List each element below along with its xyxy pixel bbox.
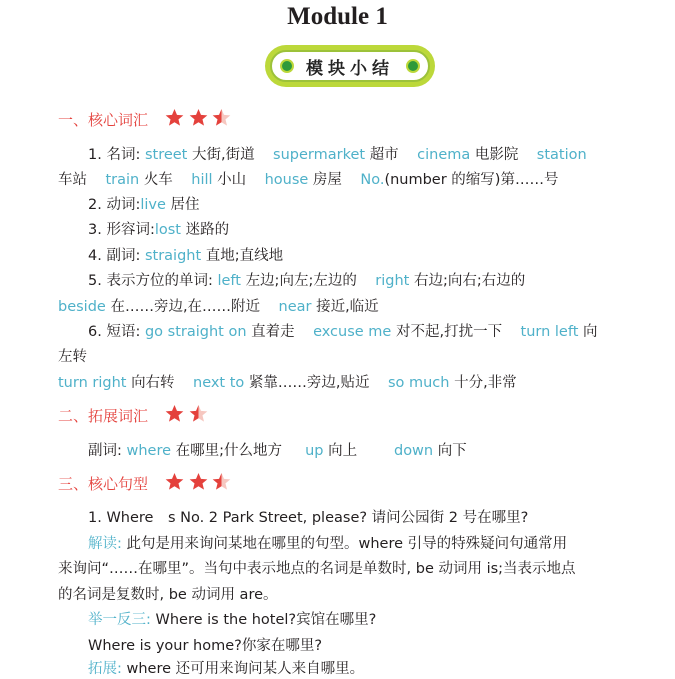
keyword: excuse me: [313, 324, 392, 340]
meaning: 十分,非常: [454, 375, 517, 391]
vocab-line-5: [88, 246, 283, 266]
vocab-line-10: [58, 373, 517, 393]
keyword: near: [278, 299, 312, 315]
keyword: station: [536, 147, 587, 163]
meaning: 火车: [143, 172, 173, 188]
vocab-line-8: [88, 322, 598, 342]
keyword: so much: [387, 375, 450, 391]
star-rating: [165, 472, 232, 496]
meaning: 直着走: [251, 324, 295, 340]
star-half-icon: [189, 404, 208, 423]
label: 5. 表示方位的单词:: [88, 273, 213, 289]
label: 4. 副词:: [88, 248, 141, 264]
star-icon: [189, 472, 208, 491]
explanation-line-1: [88, 534, 567, 554]
label: 副词:: [88, 443, 122, 459]
explanation-line-2: 来询问“……在哪里”。当句中表示地点的名词是单数时, be 动词用 is;当表示地点: [58, 561, 576, 577]
keyword: street: [144, 147, 188, 163]
keyword: No.: [360, 172, 385, 188]
banner-dot-right: [406, 59, 420, 73]
vocab-line-2: [58, 170, 558, 190]
keyword: supermarket: [273, 147, 366, 163]
keyword: beside: [58, 299, 106, 315]
meaning: 向下: [437, 443, 467, 459]
meaning: (number 的缩写)第……号: [384, 172, 559, 188]
explain-label: 解读:: [88, 536, 122, 552]
meaning: 小山: [217, 172, 247, 188]
keyword: house: [264, 172, 309, 188]
section-heading-core-vocab: [58, 108, 231, 132]
summary-banner: [265, 45, 435, 87]
meaning: 向: [583, 324, 598, 340]
meaning: 迷路的: [185, 222, 230, 238]
page-title: Module 1: [287, 3, 388, 30]
vocab-line-6: [88, 271, 525, 291]
meaning: 居住: [170, 197, 200, 213]
star-icon: [165, 108, 184, 127]
keyword: lost: [154, 222, 181, 238]
meaning: 在哪里;什么地方: [175, 443, 283, 459]
meaning: 向右转: [131, 375, 175, 391]
keyword: left: [217, 273, 241, 289]
section-heading-text: 三、核心句型: [58, 475, 149, 493]
keyword: hill: [191, 172, 213, 188]
extend-line: [88, 659, 364, 679]
star-half-icon: [212, 472, 231, 491]
explain-text: 此句是用来询问某地在哪里的句型。where 引导的特殊疑问句通常用: [121, 536, 568, 552]
keyword: where: [126, 443, 172, 459]
vocab-line-9: [58, 347, 87, 367]
label: 1. 名词:: [88, 147, 141, 163]
vocab-line-1: [88, 145, 587, 165]
keyword: train: [105, 172, 140, 188]
meaning: 电影院: [474, 147, 519, 163]
meaning: 超市: [369, 147, 399, 163]
label: 3. 形容词:: [88, 222, 155, 238]
meaning: 左边;向左;左边的: [245, 273, 357, 289]
sentence-1: 1. Where s No. 2 Park Street, please? 请问公园街 2 号在哪里?: [88, 510, 529, 526]
keyword: next to: [193, 375, 245, 391]
keyword: right: [375, 273, 410, 289]
example-text: Where is the hotel?宾馆在哪里?: [150, 612, 377, 628]
meaning: 向上: [328, 443, 358, 459]
meaning: 房屋: [312, 172, 342, 188]
meaning: 对不起,打扰一下: [395, 324, 503, 340]
explanation-line-3: 的名词是复数时, be 动词用 are。: [58, 587, 278, 603]
example-line-2: Where is your home?你家在哪里?: [88, 638, 323, 654]
extend-text: where 还可用来询问某人来自哪里。: [121, 661, 365, 677]
meaning: 紧靠……旁边,贴近: [248, 375, 370, 391]
keyword: up: [305, 443, 324, 459]
label: 6. 短语:: [88, 324, 141, 340]
banner-dot-left: [280, 59, 294, 73]
star-half-icon: [212, 108, 231, 127]
meaning: 直地;直线地: [205, 248, 284, 264]
meaning: 大街,街道: [191, 147, 255, 163]
ext-vocab-line: [88, 441, 467, 461]
meaning: 接近,临近: [316, 299, 379, 315]
section-heading-text: 二、拓展词汇: [58, 407, 149, 425]
vocab-line-3: [88, 195, 200, 215]
star-rating: [165, 108, 232, 132]
banner-text: 模块小结: [306, 58, 394, 79]
keyword: down: [393, 443, 434, 459]
keyword: live: [140, 197, 166, 213]
star-icon: [165, 404, 184, 423]
meaning: 在……旁边,在……附近: [110, 299, 261, 315]
label: 2. 动词:: [88, 197, 141, 213]
keyword: straight: [144, 248, 202, 264]
vocab-line-4: [88, 220, 229, 240]
star-rating: [165, 404, 208, 428]
keyword: turn left: [520, 324, 579, 340]
section-heading-core-sentences: [58, 472, 231, 496]
keyword: go straight on: [144, 324, 247, 340]
section-heading-text: 一、核心词汇: [58, 111, 149, 129]
star-icon: [165, 472, 184, 491]
meaning: 右边;向右;右边的: [413, 273, 526, 289]
extend-label: 拓展:: [88, 661, 122, 677]
example-label: 举一反三:: [88, 612, 151, 628]
meaning: 车站: [58, 172, 87, 188]
meaning: 左转: [58, 349, 87, 365]
example-line-1: [88, 610, 376, 630]
star-icon: [189, 108, 208, 127]
keyword: cinema: [417, 147, 471, 163]
section-heading-ext-vocab: [58, 404, 208, 428]
vocab-line-7: [58, 297, 379, 317]
keyword: turn right: [58, 375, 127, 391]
